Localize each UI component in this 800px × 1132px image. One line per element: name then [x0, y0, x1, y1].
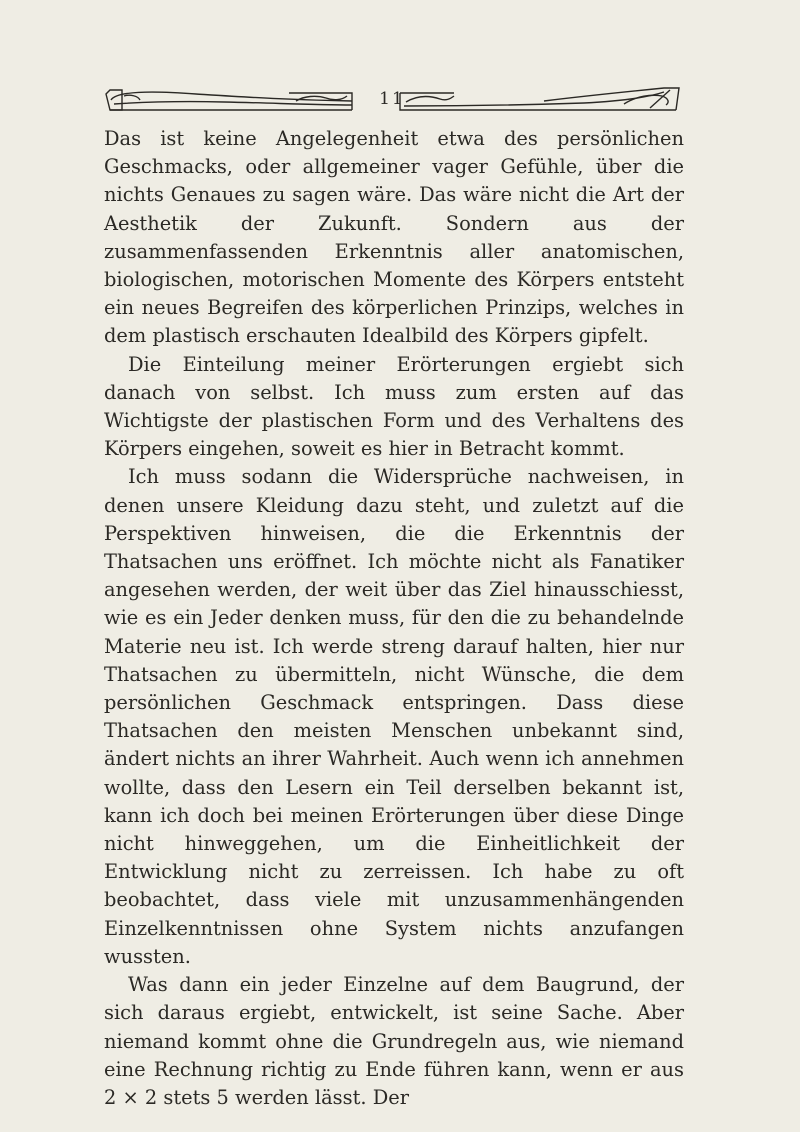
paragraph-4: Was dann ein jeder Einzelne auf dem Baugrund, der sich daraus ergiebt, entwickelt, ist seine Sache. Aber niemand kommt ohne die Grundregeln aus, wie niemand eine Rechnung richtig zu Ende führen kann, wenn er aus 2 × 2 stets 5 werden lässt. Der [104, 973, 684, 1109]
page-header [104, 84, 681, 120]
body-text [104, 125, 684, 1112]
paragraph-2: Die Einteilung meiner Erörterungen ergiebt sich danach von selbst. Ich muss zum ersten auf das Wichtigste der plastischen Form und des Verhaltens des Körpers eingehen, soweit es hier in Betracht kommt. [104, 352, 684, 461]
paragraph-1: Das ist keine Angelegenheit etwa des persönlichen Geschmacks, oder allgemeiner vager Gefühle, über die nichts Genaues zu sagen wäre. Das wäre nicht die Art der Aesthetik der Zukunft. Sondern aus der zusammenfassenden Erkenntnis aller anatomischen, biologischen, motorischen Momente des Körpers entsteht ein neues Begreifen des körperlichen Prinzips, welches in dem plastisch erschauten Idealbild des Körpers gipfelt. [104, 127, 684, 348]
page-number: 11 [379, 89, 405, 109]
paragraph-3: Ich muss sodann die Widersprüche nachweisen, in denen unsere Kleidung dazu steht, und zuletzt auf die Perspektiven hinweisen, die die Erkenntnis der Thatsachen uns eröffnet. Ich möchte nicht als Fanatiker angesehen werden, der weit über das Ziel hinausschiesst, wie es ein Jeder denken muss, für den die zu behandelnde Materie neu ist. Ich werde streng darauf halten, hier nur Thatsachen zu übermitteln, nicht Wünsche, die dem persönlichen Geschmack entspringen. Dass diese Thatsachen den meisten Menschen unbekannt sind, ändert nichts an ihrer Wahrheit. Auch wenn ich annehmen wollte, dass den Lesern ein Teil derselben bekannt ist, kann ich doch bei meinen Erörterungen über diese Dinge nicht hinweggehen, um die Einheitlichkeit der Entwicklung nicht zu zerreissen. Ich habe zu oft beobachtet, dass viele mit unzusammenhängenden Einzelkenntnissen ohne System nichts anzufangen wussten. [104, 465, 684, 968]
